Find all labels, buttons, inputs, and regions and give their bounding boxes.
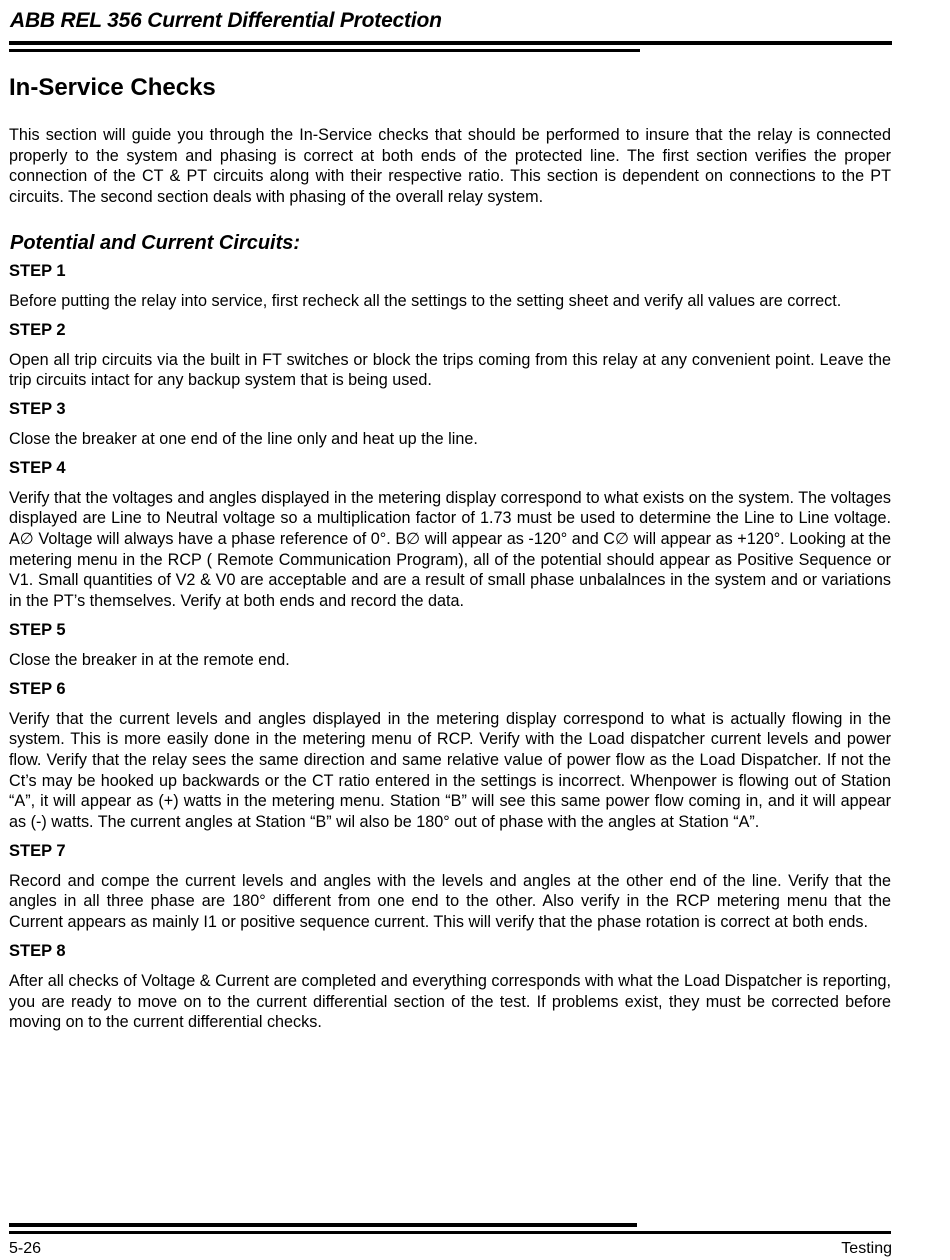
footer-page-number: 5-26 <box>9 1240 42 1257</box>
step-heading: STEP 8 <box>9 941 66 960</box>
step-heading: STEP 5 <box>9 620 66 639</box>
step-heading: STEP 4 <box>9 458 66 477</box>
step-list <box>9 261 891 1033</box>
step-heading: STEP 6 <box>9 679 66 698</box>
step-body: After all checks of Voltage & Current are completed and everything corresponds with what the Load Dispatcher is reporting, you are ready to move on to the current differential section of the test. If problems exist, they must be corrected before moving on to the current differential checks. <box>9 971 891 1032</box>
subsection-title: Potential and Current Circuits: <box>10 231 301 254</box>
step-heading: STEP 7 <box>9 841 66 860</box>
step-body: Record and compe the current levels and angles with the levels and angles at the other end of the line. Verify that the angles in all three phase are 180° different from one end to the other. Also verify in the RCP metering menu that the Current appears as mainly I1 or positive sequence current. This will verify that the phase rotation is correct at both ends. <box>9 871 891 932</box>
header-rule-long <box>9 41 892 45</box>
step-heading: STEP 1 <box>9 261 66 280</box>
header-rule-short <box>9 49 640 52</box>
section-intro-paragraph: This section will guide you through the In-Service checks that should be performed to insure that the relay is connected properly to the system and phasing is correct at both ends of the protected line. The first section verifies the proper connection of the CT & PT circuits along with their respective ratio. This section is dependent on connections to the PT circuits. The second section deals with phasing of the overall relay system. <box>9 126 891 207</box>
step-body: Close the breaker at one end of the line only and heat up the line. <box>9 429 478 448</box>
step-body: Verify that the current levels and angles displayed in the metering display correspond to what is actually flowing in the system. This is more easily done in the metering menu of RCP. Verify with the Load dispatcher current levels and power flow. Verify that the relay sees the same direction and same relative value of power flow as the Load Dispatcher. If not the Ct’s may be hooked up backwards or the CT ratio entered in the settings is incorrect. Whenpower is flowing out of Station “A”, it will appear as (+) watts in the metering menu. Station “B” will see this same power flow coming in, and it will appear as (-) watts. The current angles at Station “B” wil also be 180° out of phase with the angles at Station “A”. <box>9 709 891 832</box>
step-body: Before putting the relay into service, first recheck all the settings to the setting sheet and verify all values are correct. <box>9 291 842 310</box>
step-body: Verify that the voltages and angles displayed in the metering display correspond to what exists on the system. The voltages displayed are Line to Neutral voltage so a multiplication factor of 1.73 must be used to determine the Line to Line voltage. A∅ Voltage will always have a phase reference of 0°. B∅ will appear as -120° and C∅ will appear as +120°. Looking at the metering menu in the RCP ( Remote Communication Program), all of the potential should appear as Positive Sequence or V1. Small quantities of V2 & V0 are acceptable and are a result of small phase unbalalnces in the system and or variations in the PT’s themselves. Verify at both ends and record the data. <box>9 488 891 611</box>
step-heading: STEP 3 <box>9 399 66 418</box>
section-title: In-Service Checks <box>9 74 216 101</box>
page-content <box>9 70 891 1041</box>
footer-rule-short <box>9 1223 637 1227</box>
step-body: Open all trip circuits via the built in FT switches or block the trips coming from this relay at any convenient point. Leave the trip circuits intact for any backup system that is being used. <box>9 350 891 390</box>
document-header-title: ABB REL 356 Current Differential Protection <box>10 9 442 32</box>
footer-rule-long <box>9 1231 891 1234</box>
step-heading: STEP 2 <box>9 320 66 339</box>
step-body: Close the breaker in at the remote end. <box>9 650 290 669</box>
footer-section-name: Testing <box>841 1240 892 1257</box>
